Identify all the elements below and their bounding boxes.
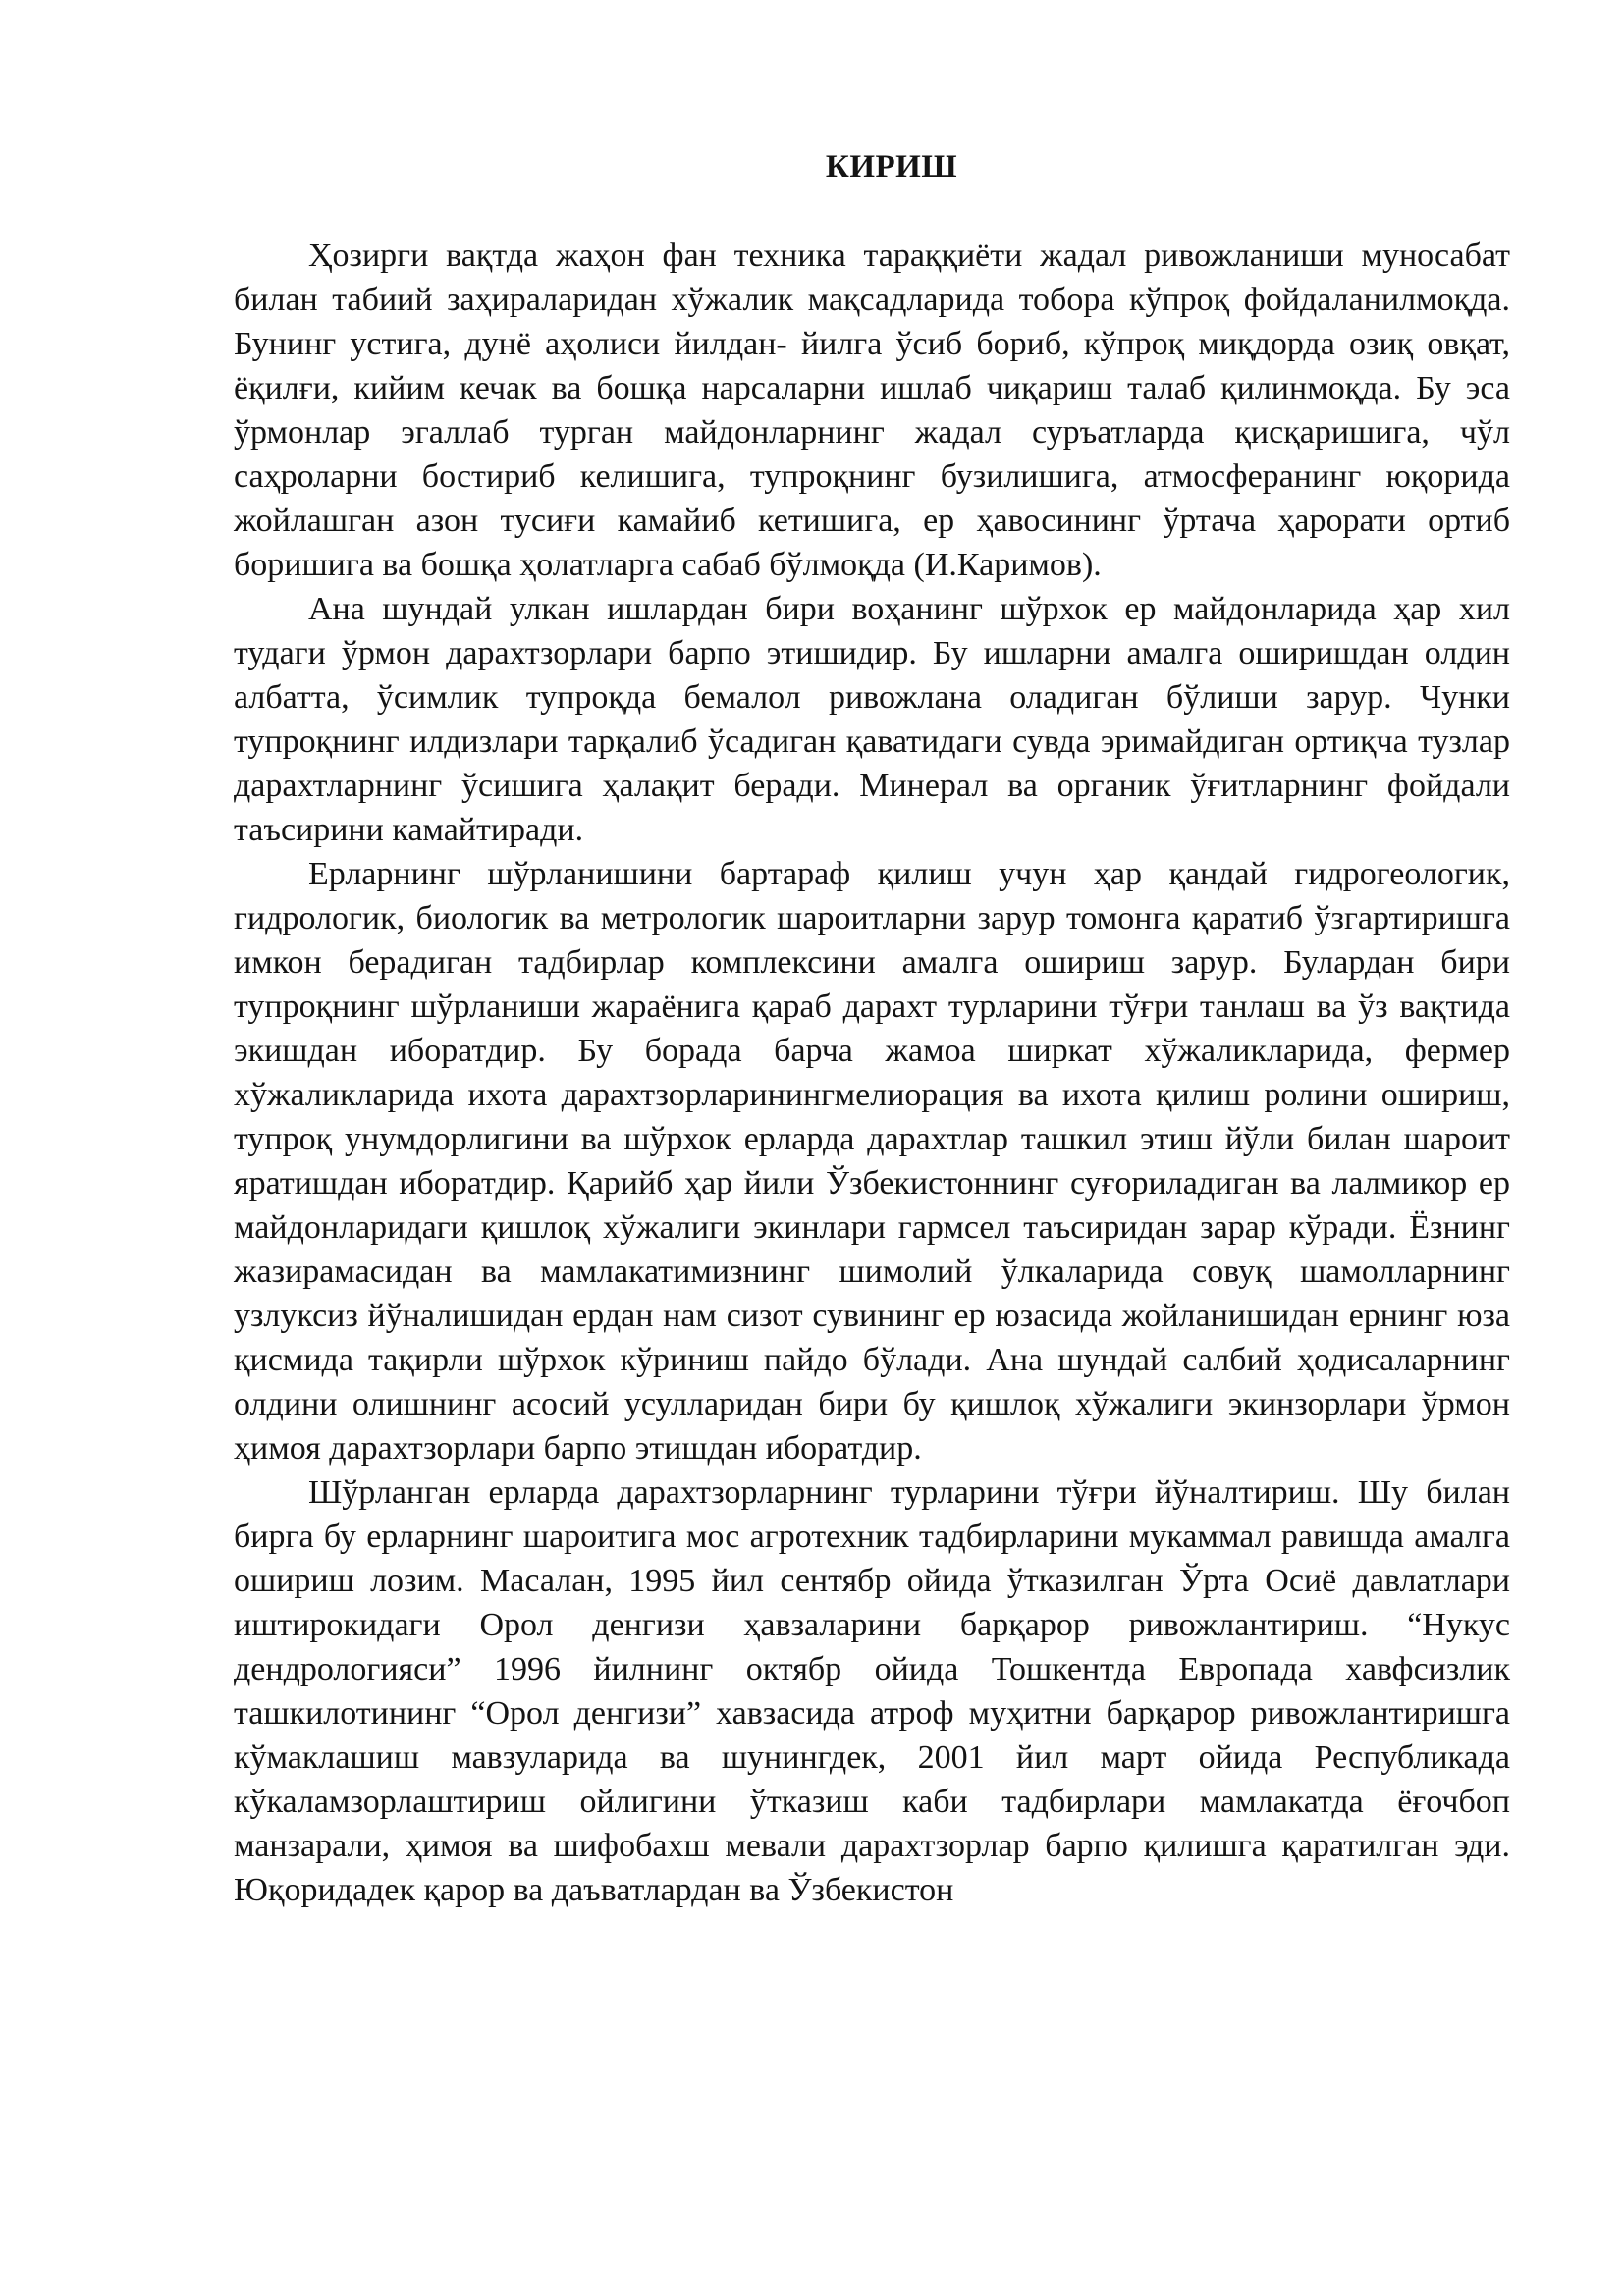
paragraph-1: Ҳозирги вақтда жаҳон фан техника тараққиёти жадал ривожланиши муносабат билан табиий заҳираларидан хўжалик мақсадларида тобора кўпроқ фойдаланилмоқда. Бунинг устига, дунё аҳолиси йилдан- йилга ўсиб бориб, кўпроқ миқдорда озиқ овқат, ёқилғи, кийим кечак ва бошқа нарсаларни ишлаб чиқариш талаб қилинмоқда. Бу эса ўрмонлар эгаллаб турган майдонларнинг жадал суръатларда қисқаришига, чўл саҳроларни бостириб келишига, тупроқнинг бузилишига, атмосферанинг юқорида жойлашган азон тусиғи камайиб кетишига, ер ҳавосининг ўртача ҳарорати ортиб боришига ва бошқа ҳолатларга сабаб бўлмоқда (И.Каримов). [234,238,1510,583]
paragraph-2: Ана шундай улкан ишлардан бири воҳанинг шўрхок ер майдонларида ҳар хил тудаги ўрмон дарахтзорлари барпо этишидир. Бу ишларни амалга оширишдан олдин албатта, ўсимлик тупроқда бемалол ривожлана оладиган бўлиши зарур. Чунки тупроқнинг илдизлари тарқалиб ўсадиган қаватидаги сувда эримайдиган ортиқча тузлар дарахтларнинг ўсишига ҳалақит беради. Минерал ва органик ўғитларнинг фойдали таъсирини камайтиради. [234,591,1510,848]
page-title: КИРИШ [825,149,958,185]
paragraph-4: Шўрланган ерларда дарахтзорларнинг турларини тўғри йўналтириш. Шу билан бирга бу ерларнинг шароитига мос агротехник тадбирларини мукаммал равишда амалга ошириш лозим. Масалан, 1995 йил сентябр ойида ўтказилган Ўрта Осиё давлатлари иштирокидаги Орол денгизи ҳавзаларини барқарор ривожлантириш. “Нукус дендрологияси” 1996 йилнинг октябр ойида Тошкентда Европада хавфсизлик ташкилотининг “Орол денгизи” хавзасида атроф муҳитни барқарор ривожлантиришга кўмаклашиш мавзуларида ва шунингдек, 2001 йил март ойида Республикада кўкаламзорлаштириш ойлигини ўтказиш каби тадбирлари мамлакатда ёғочбоп манзарали, ҳимоя ва шифобахш мевали дарахтзорлар барпо қилишга қаратилган эди. Юқоридадек қарор ва даъватлардан ва Ўзбекистон [234,1474,1510,1908]
paragraph-3: Ерларнинг шўрланишини бартараф қилиш учун ҳар қандай гидрогеологик, гидрологик, биологик ва метрологик шароитларни зарур томонга қаратиб ўзгартиришга имкон берадиган тадбирлар комплексини амалга ошириш зарур. Булардан бири тупроқнинг шўрланиши жараёнига қараб дарахт турларини тўғри танлаш ва ўз вақтида экишдан иборатдир. Бу борада барча жамоа ширкат хўжаликларида, фермер хўжаликларида ихота дарахтзорларинингмелиорация ва ихота қилиш ролини ошириш, тупроқ унумдорлигини ва шўрхок ерларда дарахтлар ташкил этиш йўли билан шароит яратишдан иборатдир. Қарийб ҳар йили Ўзбекистоннинг суғориладиган ва лалмикор ер майдонларидаги қишлоқ хўжалиги экинлари гармсел таъсиридан зарар кўради. Ёзнинг жазирамасидан ва мамлакатимизнинг шимолий ўлкаларида совуқ шамолларнинг узлуксиз йўналишидан ердан нам сизот сувининг ер юзасида жойланишидан ернинг юза қисмида тақирли шўрхок кўриниш пайдо бўлади. Ана шундай салбий ҳодисаларнинг олдини олишнинг асосий усулларидан бири бу қишлоқ хўжалиги экинзорлари ўрмон ҳимоя дарахтзорлари барпо этишдан иборатдир. [234,856,1510,1467]
document-body [234,147,1510,1912]
